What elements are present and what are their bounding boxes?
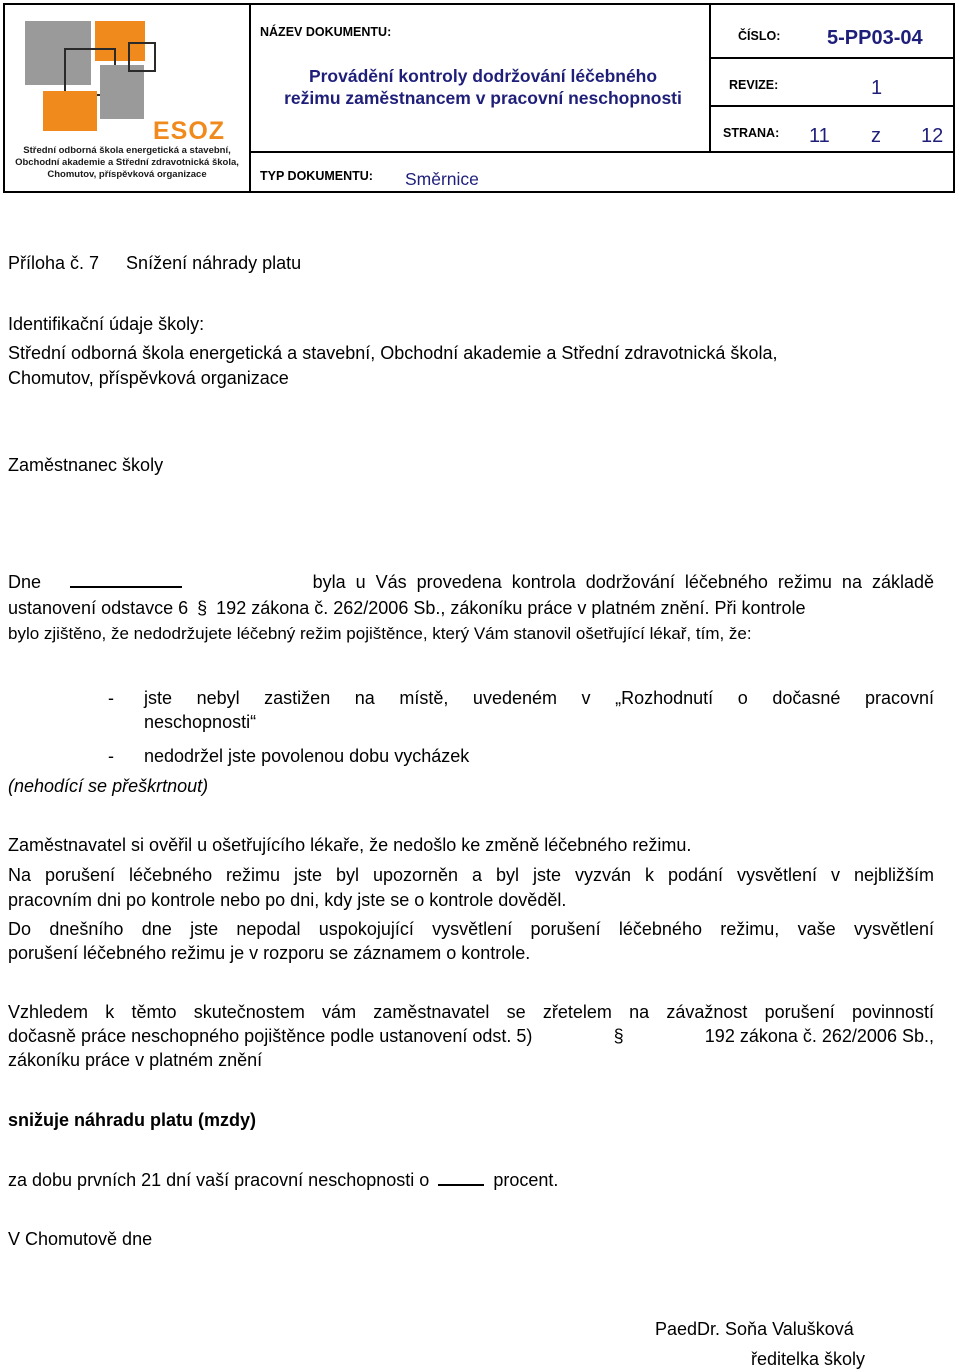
paragraph-3-line-1: Na porušení léčebného režimu jste byl upozorněn a byl jste vyzván k podání vysvětlení v nejbližším: [8, 865, 934, 885]
paragraph-1-line-1: Dne byla u Vás provedena kontrola dodržování léčebného režimu na základě: [8, 572, 934, 592]
paragraph-1-line-3: bylo zjištěno, že nedodržujete léčebný režim pojištěnce, který Vám stanovil ošetřující lékař, tím, že:: [8, 624, 752, 643]
date-blank: [70, 572, 182, 588]
paragraph-5-line-2: dočasně práce neschopného pojištěnce podle ustanovení odst. 5) § 192 zákona č. 262/2006 Sb.,: [8, 1026, 934, 1046]
cross-out-note: (nehodící se přeškrtnout): [8, 776, 209, 796]
number-label: ČÍSLO:: [738, 29, 781, 43]
school-label: Identifikační údaje školy:: [8, 314, 205, 334]
revision-value: 1: [871, 77, 883, 99]
section-sign-icon: §: [613, 1026, 624, 1046]
school-line-2: Chomutov, příspěvková organizace: [8, 368, 289, 388]
annex-heading: Příloha č. 7 Snížení náhrady platu: [8, 253, 302, 273]
reduction-statement: snižuje náhradu platu (mzdy): [8, 1110, 257, 1130]
place-date: V Chomutově dne: [8, 1229, 153, 1249]
page-total: 12: [921, 125, 944, 147]
signatory-role: ředitelka školy: [751, 1349, 866, 1369]
reduction-period: za dobu prvních 21 dní vaší pracovní neschopnosti o procent.: [8, 1170, 559, 1190]
employee-label: Zaměstnanec školy: [8, 455, 164, 475]
school-logo: [5, 5, 249, 191]
signatory-name: PaedDr. Soňa Valušková: [655, 1319, 854, 1339]
list-item: - nedodržel jste povolenou dobu vycházek: [108, 746, 470, 766]
revision-label: REVIZE:: [729, 78, 779, 92]
page-label: STRANA:: [723, 126, 780, 140]
logo-school-name: Střední odborná škola energetická a stavební, Obchodní akademie a Střední zdravotnická škola, Chomutov, příspěvková organizace: [15, 145, 239, 180]
doc-name: Provádění kontroly dodržování léčebného režimu zaměstnancem v pracovní neschopnosti: [284, 66, 682, 108]
header-divider: [709, 57, 953, 59]
logo-name: ESOZ: [153, 117, 226, 145]
percent-blank: [438, 1170, 484, 1186]
number-value: 5-PP03-04: [827, 27, 923, 49]
header-divider: [709, 105, 953, 107]
school-line-1: Střední odborná škola energetická a stavební, Obchodní akademie a Střední zdravotnická škola,: [8, 343, 778, 363]
list-item: - jste nebyl zastižen na místě, uvedeném v „Rozhodnutí o dočasné pracovní neschopnosti“: [108, 688, 934, 732]
paragraph-1-line-2: ustanovení odstavce 6 § 192 zákona č. 262/2006 Sb., zákoníku práce v platném znění. Při kontrole: [8, 598, 806, 618]
header-divider: [249, 5, 251, 191]
doc-name-label: NÁZEV DOKUMENTU:: [260, 25, 392, 39]
paragraph-5-line-1: Vzhledem k těmto skutečnostem vám zaměstnavatel se zřetelem na závažnost porušení povinností: [8, 1002, 934, 1022]
paragraph-2: Zaměstnavatel si ověřil u ošetřujícího lékaře, že nedošlo ke změně léčebného režimu.: [8, 835, 692, 855]
paragraph-4-line-1: Do dnešního dne jste nepodal uspokojující vysvětlení porušení léčebného režimu, vaše vysvětlení: [8, 919, 934, 939]
document-header: [3, 3, 955, 193]
section-sign-icon: §: [197, 598, 208, 618]
paragraph-5-line-3: zákoníku práce v platném znění: [8, 1050, 263, 1070]
header-divider: [709, 5, 711, 151]
header-divider: [249, 151, 953, 153]
paragraph-3-line-2: pracovním dni po kontrole nebo po dni, kdy jste se o kontrole dověděl.: [8, 890, 567, 910]
paragraph-4-line-2: porušení léčebného režimu je v rozporu se záznamem o kontrole.: [8, 943, 531, 963]
page-separator: z: [871, 125, 881, 147]
doc-type-value: Směrnice: [405, 169, 479, 189]
page-current: 11: [809, 125, 830, 147]
doc-type-label: TYP DOKUMENTU:: [260, 169, 373, 183]
